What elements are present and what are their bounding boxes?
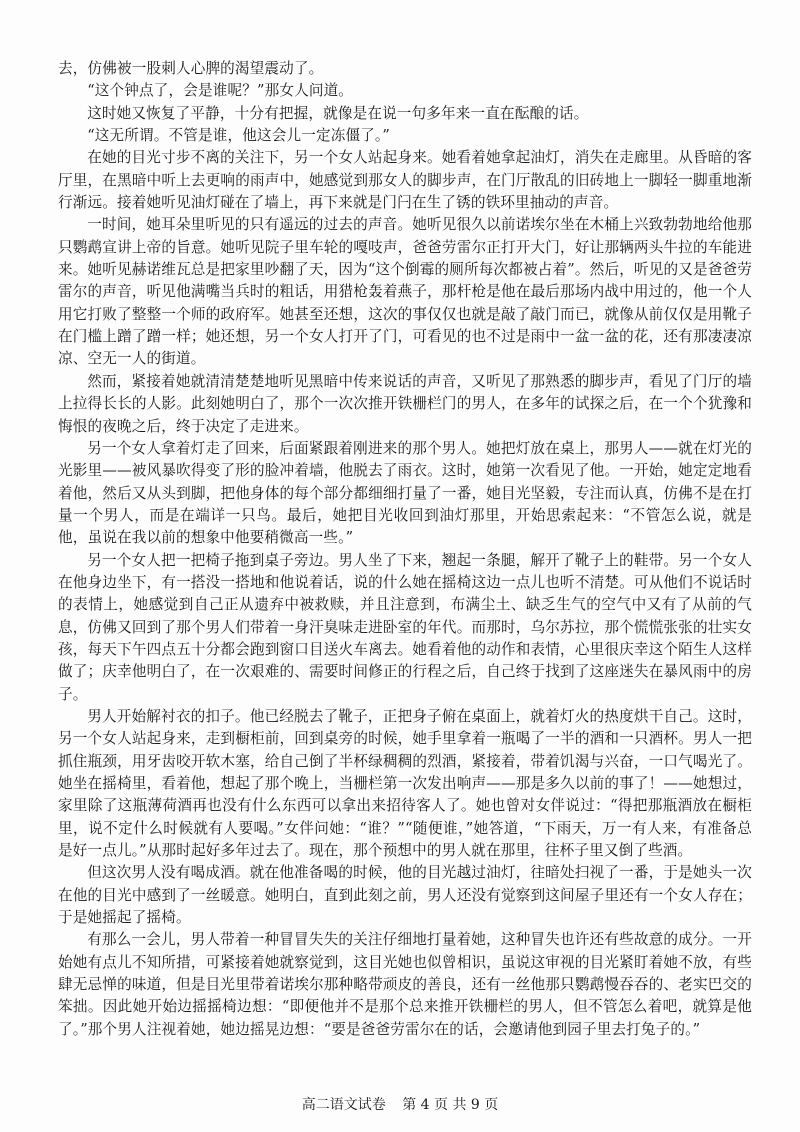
page-footer bbox=[0, 1094, 800, 1114]
paragraph: 另一个女人把一把椅子拖到桌子旁边。男人坐了下来，翘起一条腿，解开了靴子上的鞋带。另一个女人在他身边坐下，有一搭没一搭地和他说着话，说的什么她在摇椅这边一点儿也听不清楚。可从他们不说话时的表情上，她感觉到自己正从遗弃中被救赎，并且注意到，布满尘土、缺乏生气的空气中又有了从前的气息，仿佛又回到了那个男人们带着一身汗臭味走进卧室的年代。而那时，乌尔苏拉，那个慌慌张张的壮实女孩，每天下午四点五十分都会跑到窗口目送火车离去。她看着他的动作和表情，心里很庆幸这个陌生人这样做了；庆幸他明白了，在一次艰难的、需要时间修正的行程之后，自己终于找到了这座迷失在暴风雨中的房子。 bbox=[58, 551, 752, 703]
paragraph: “这无所谓。不管是谁，他这会儿一定冻僵了。” bbox=[87, 127, 390, 145]
exam-title: 高二语文试卷 bbox=[301, 1097, 386, 1113]
paragraph: 但这次男人没有喝成酒。就在他准备喝的时候，他的目光越过油灯，往暗处扫视了一番，于是她头一次在他的目光中感到了一丝暖意。她明白，直到此刻之前，男人还没有觉察到这间屋子里还有一个女人存在；于是她摇起了摇椅。 bbox=[58, 864, 752, 927]
paragraph: “这个钟点了，会是谁呢？”那女人问道。 bbox=[87, 82, 354, 100]
paragraph: 男人开始解衬衣的扣子。他已经脱去了靴子，正把身子俯在桌面上，就着灯火的热度烘干自己。这时，另一个女人站起身来，走到橱柜前，回到桌旁的时候，她手里拿着一瓶喝了一半的酒和一只酒杯。男人一把抓住瓶颈，用牙齿咬开软木塞，给自己倒了半杯绿稠稠的烈酒，紧接着，带着饥渴与兴奋，一口气喝光了。她坐在摇椅里，看着他，想起了那个晚上，当栅栏第一次发出响声——那是多久以前的事了！——她想过，家里除了这瓶薄荷酒再也没有什么东西可以拿出来招待客人了。她也曾对女伴说过：“得把那瓶酒放在橱柜里，说不定什么时候就有人要喝。”女伴问她：“谁？”“随便谁，”她答道，“下雨天，万一有人来，有准备总是好一点儿。”从那时起好多年过去了。现在，那个预想中的男人就在那里，往杯子里又倒了些酒。 bbox=[58, 707, 752, 860]
page-number: 第 4 页 共 9 页 bbox=[402, 1097, 499, 1113]
paragraph: 有那么一会儿，男人带着一种冒冒失失的关注仔细地打量着她，这种冒失也许还有些故意的成分。一开始她有点儿不知所措，可紧接着她就察觉到，这目光她也似曾相识，虽说这审视的目光紧盯着她不放，有些肆无忌惮的味道，但是目光里带着诺埃尔那种略带顽皮的善良，还有一丝他那只鹦鹉慢吞吞的、老实巴交的笨拙。因此她开始边摇摇椅边想：“即便他并不是那个总来推开铁栅栏的男人，但不管怎么着吧，就算是他了。”那个男人注视着她，她边摇晃边想：“要是爸爸劳雷尔在的话，会邀请他到园子里去打兔子的。” bbox=[58, 931, 752, 1038]
paragraph: 然而，紧接着她就清清楚楚地听见黑暗中传来说话的声音，又听见了那熟悉的脚步声，看见了门厅的墙上拉得长长的人影。此刻她明白了，那个一次次推开铁栅栏门的男人，在多年的试探之后，在一个个犹豫和悔恨的夜晚之后，终于决定了走进来。 bbox=[58, 372, 752, 435]
paragraph-continuation: 去，仿佛被一股刺人心脾的渴望震动了。 bbox=[58, 60, 324, 77]
paragraph: 一时间，她耳朵里听见的只有遥远的过去的声音。她听见很久以前诺埃尔坐在木桶上兴致勃勃地给他那只鹦鹉宣讲上帝的旨意。她听见院子里车轮的嘎吱声，爸爸劳雷尔正打开大门，好让那辆两头牛拉的车能进来。她听见赫诺维瓦总是把家里吵翻了天，因为“这个倒霉的厕所每次都被占着”。然后，听见的又是爸爸劳雷尔的声音，听见他满嘴当兵时的粗话，用猎枪轰着燕子，那杆枪是他在最后那场内战中用过的，他一个人用它打败了整整一个师的政府军。她甚至还想，这次的事仅仅也就是敲了敲门而已，就像从前仅仅是用靴子在门槛上蹭了蹭一样；她还想，另一个女人打开了门，可看见的也不过是雨中一盆一盆的花，还有那凄凄凉凉、空无一人的街道。 bbox=[58, 216, 752, 368]
paragraph: 在她的目光寸步不离的关注下，另一个女人站起身来。她看着她拿起油灯，消失在走廊里。从昏暗的客厅里，在黑暗中听上去更响的雨声中，她感觉到那女人的脚步声，在门厅散乱的旧砖地上一脚轻一脚重地渐行渐远。接着她听见油灯碰在了墙上，再下来就是门闩在生了锈的铁环里抽动的声音。 bbox=[58, 149, 752, 212]
article-body bbox=[58, 58, 752, 1041]
paragraph: 另一个女人拿着灯走了回来，后面紧跟着刚进来的那个男人。她把灯放在桌上，那男人——就在灯光的光影里——被风暴吹得变了形的脸冲着墙，他脱去了雨衣。这时，她第一次看见了他。一开始，她定定地看着他，然后又从头到脚，把他身体的每个部分都细细打量了一番，她目光坚毅，专注而认真，仿佛不是在打量一个男人，而是在端详一只鸟。最后，她把目光收回到油灯那里，开始思索起来：“不管怎么说，就是他，虽说在我以前的想象中他要稍微高一些。” bbox=[58, 439, 752, 547]
paragraph: 这时她又恢复了平静，十分有把握，就像是在说一句多年来一直在酝酿的话。 bbox=[87, 104, 589, 122]
